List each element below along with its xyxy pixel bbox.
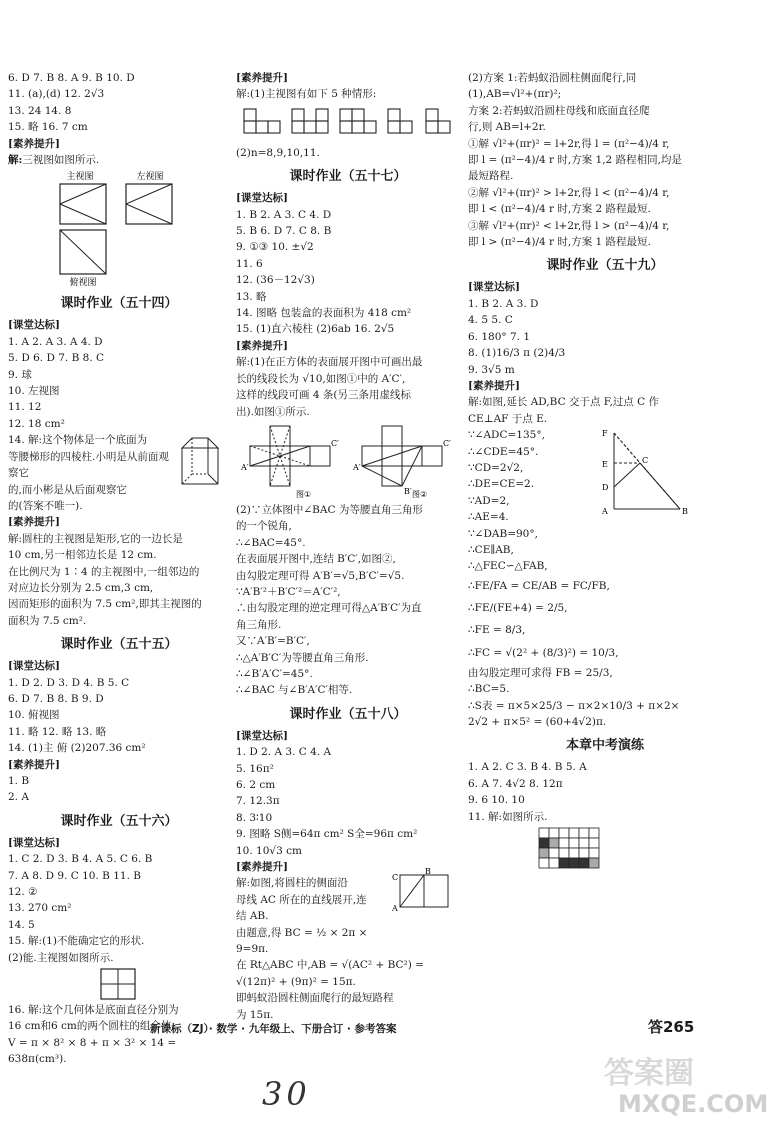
answer-line: 等腰梯形的四棱柱.小明是从前面观察它	[8, 450, 169, 480]
answer-line: 1. D 2. D 3. D 4. B 5. C	[8, 676, 130, 689]
answer-line: 的,而小彬是从后面观察它	[8, 483, 127, 496]
answer-line: 13. 270 cm²	[8, 902, 72, 915]
answer-line: 10. 左视图	[8, 385, 60, 398]
answer-line: ∴DE=CE=2.	[468, 478, 535, 491]
answer-line: 面积为 7.5 cm².	[8, 614, 87, 627]
prism-figure	[178, 434, 224, 490]
point-label: A′	[241, 462, 249, 472]
point-label: C′	[443, 438, 451, 448]
section-label: [课堂达标]	[8, 836, 60, 849]
point-label: C	[392, 873, 399, 883]
point-label: B′	[404, 486, 412, 496]
answer-line: 15. (1)直六棱柱 (2)6ab 16. 2√5	[236, 323, 395, 336]
answer-line: 1. A 2. C 3. B 4. B 5. A	[468, 761, 587, 774]
five-front-views-figure	[236, 105, 456, 143]
answer-line: 14. (1)主 俯 (2)207.36 cm²	[8, 742, 146, 755]
point-label: E	[602, 460, 608, 470]
answer-line: ∵A′B′²＋B′C′²＝A′C′²,	[236, 585, 341, 598]
answer-line: ∴△FEC∽△FAB,	[468, 560, 548, 573]
answer-line: 7. A 8. D 9. C 10. B 11. B	[8, 869, 141, 882]
answer-line: 12. ②	[8, 886, 38, 899]
answer-line: 13. 24 14. 8	[8, 104, 72, 117]
answer-line: 16 cm和6 cm的两个圆柱的组合体,	[8, 1020, 175, 1033]
answer-line: 由勾股定理可得 A′B′=√5,B′C′=√5.	[236, 569, 405, 582]
answer-line: CE⊥AF 于点 E.	[468, 412, 548, 425]
answer-line: 解:如图,将圆柱的侧面沿	[236, 877, 348, 890]
section-label: [素养提升]	[8, 516, 60, 529]
grid-shading-figure	[538, 827, 600, 877]
answer-line: 1. C 2. D 3. B 4. A 5. C 6. B	[8, 853, 153, 866]
section-label: [课堂达标]	[8, 660, 60, 673]
answer-line: ∵CD=2√2,	[468, 461, 524, 474]
top-view-label: 俯视图	[69, 278, 97, 289]
answer-line: 5. 16π²	[236, 762, 274, 775]
answer-line: ∴FC = √(2² + (8/3)²) = 10/3,	[468, 646, 619, 659]
section-title: 课时作业（五十六）	[60, 813, 178, 829]
point-label: A	[602, 507, 608, 517]
answer-line: 在比例尺为 1∶4 的主视图中,一组邻边的	[8, 565, 200, 578]
cube-net-figures	[236, 422, 460, 500]
answer-line: 1. B 2. A 3. C 4. D	[236, 208, 332, 221]
answer-line: 1. B	[8, 775, 30, 787]
answer-line: 5. B 6. D 7. C 8. B	[236, 225, 332, 238]
answer-line: 9. ①③ 10. ±√2	[236, 241, 314, 254]
answer-line: 长的线段长为 √10,如图①中的 A′C′,	[236, 372, 406, 385]
answer-line: 16. 解:这个几何体是底面直径分别为	[8, 1004, 179, 1017]
answer-line: 解:(1)主视图有如下 5 种情形:	[236, 88, 377, 101]
point-label: A′	[353, 462, 361, 472]
answer-line: 11. (a),(d) 12. 2√3	[8, 88, 105, 101]
section-label: [素养提升]	[236, 339, 288, 352]
answer-line: 即 l = (π²−4)/4 r 时,方案 1,2 路程相同,均是	[468, 154, 682, 167]
answer-line: 即 l > (π²−4)/4 r 时,方案 1 路程最短.	[468, 236, 651, 249]
answer-line: 6. A 7. 4√2 8. 12π	[468, 777, 563, 790]
answer-line: 10. 俯视图	[8, 709, 60, 722]
answer-line: (1),AB=√l²+(πr)²;	[468, 88, 562, 101]
answer-line: 9. 球	[8, 368, 32, 381]
answer-line: 2√2 + π×5² = (60+4√2)π.	[468, 716, 607, 728]
point-label: A	[392, 904, 398, 914]
answer-line: (2)n=8,9,10,11.	[236, 146, 320, 159]
answer-line: 在 Rt△ABC 中,AB = √(AC² + BC²) =	[236, 959, 424, 972]
answer-line: ∴FE/FA = CE/AB = FC/FB,	[468, 579, 610, 592]
answer-line: ∴∠BAC 与∠B′A′C′相等.	[236, 684, 353, 697]
front-view-shape	[60, 184, 106, 224]
point-label: D	[602, 483, 609, 493]
answer-line: 9. 3√5 m	[468, 363, 515, 376]
answer-line: 11. 解:如图所示.	[468, 810, 548, 823]
answer-line: (2)方案 1:若蚂蚁沿圆柱侧面爬行,同	[468, 72, 637, 84]
answer-line: (2)∵立体图中∠BAC 为等腰直角三角形	[236, 503, 423, 516]
answer-line: ②解 √l²+(πr)² > l+2r,得 l < (π²−4)/4 r,	[468, 186, 670, 199]
section-label: [素养提升]	[236, 861, 288, 874]
cylinder-unfold-figure	[390, 867, 456, 914]
answer-line: ③解 √l²+(πr)² < l+2r,得 l > (π²−4)/4 r,	[468, 219, 670, 232]
answer-line: ∵AD=2,	[468, 494, 510, 507]
answer-line: 15. 解:(1)不能确定它的形状.	[8, 935, 145, 948]
answer-line: 因而矩形的面积为 7.5 cm²,即其主视图的	[8, 598, 202, 611]
page-footer: 新课标（ZJ）· 数学 · 九年级上、下册合订 · 参考答案	[150, 1023, 397, 1035]
answer-line: ∴BC=5.	[468, 683, 510, 696]
answer-line: 6. 2 cm	[236, 779, 276, 791]
answer-line: 由题意,得 BC = ½ × 2π ×	[236, 926, 368, 939]
answer-line: 2. A	[8, 791, 29, 804]
answer-text: 三视图如图所示.	[22, 154, 100, 167]
answer-line: 14. 解:这个物体是一个底面为	[8, 434, 148, 447]
frustum-solution-block	[468, 427, 742, 525]
answer-line: 15. 略 16. 7 cm	[8, 121, 88, 134]
answer-line: 11. 12	[8, 401, 42, 414]
front-view-label: 主视图	[66, 172, 94, 183]
answer-line: 14. 图略 包装盒的表面积为 418 cm²	[236, 307, 412, 320]
jie-label: 解:	[8, 154, 23, 167]
answer-line: 9. 图略 S侧=64π cm² S全=96π cm²	[236, 828, 418, 841]
answer-line: 方案 2:若蚂蚁沿圆柱母线和底面直径爬	[468, 104, 650, 117]
triangle-figure	[594, 427, 690, 517]
answer-line: 解:(1)在正方体的表面展开图中可画出最	[236, 356, 423, 369]
question-14-block	[8, 432, 230, 514]
answer-line: 11. 6	[236, 257, 263, 270]
front-view-grid-figure	[100, 968, 136, 1000]
section-title: 课时作业（五十四）	[60, 296, 178, 312]
section-label: [课堂达标]	[236, 192, 288, 205]
answer-line: 12. (36－12√3)	[236, 274, 315, 287]
answer-line: V = π × 8² × 8 + π × 3² × 14 =	[8, 1036, 177, 1049]
answer-line: 角三角形.	[236, 618, 282, 631]
answer-line: ∴△A′B′C′为等腰直角三角形.	[236, 651, 369, 664]
answer-line: ①解 √l²+(πr)² = l+2r,得 l = (π²−4)/4 r,	[468, 137, 670, 150]
answer-line: ∴FE = 8/3,	[468, 623, 526, 636]
point-label: B	[425, 867, 431, 877]
section-label: [课堂达标]	[236, 729, 288, 742]
answer-line: 638π(cm³).	[8, 1053, 67, 1066]
answer-line: (2)能.主视图如图所示.	[8, 951, 114, 964]
answer-line: 9=9π.	[236, 943, 269, 956]
answer-line: ∴AE=4.	[468, 511, 509, 524]
figure-caption: 图②	[412, 489, 428, 499]
answer-line: ∴FE/(FE+4) = 2/5,	[468, 601, 568, 614]
answer-line: ∵∠DAB=90°,	[468, 527, 538, 540]
answer-line: 10. 10√3 cm	[236, 844, 302, 857]
answer-line: 为 15π.	[236, 1008, 274, 1021]
answer-line: 又∵A′B′=B′C′,	[236, 635, 310, 648]
left-view-label: 左视图	[136, 172, 164, 183]
column-3	[468, 70, 742, 879]
answer-line: 4. 5 5. C	[468, 314, 513, 327]
page-number: 答265	[648, 1018, 695, 1036]
answer-line: 结 AB.	[236, 910, 269, 923]
answer-line: 在表面展开图中,连结 B′C′,如图②,	[236, 553, 396, 566]
answer-line: 的一个锐角,	[236, 520, 292, 533]
section-title: 课时作业（五十八）	[289, 706, 407, 722]
section-label: [课堂达标]	[8, 319, 60, 332]
watermark-url: MXQE.COM	[618, 1090, 768, 1118]
answer-line: 14. 5	[8, 918, 35, 931]
answer-line: 母线 AC 所在的直线展开,连	[236, 893, 367, 906]
answer-line: ∴由勾股定理的逆定理可得△A′B′C′为直	[236, 602, 422, 615]
three-view-figure	[8, 170, 208, 288]
answer-line: 10 cm,另一相邻边长是 12 cm.	[8, 549, 157, 562]
answer-line: 6. 180° 7. 1	[468, 330, 531, 343]
column-1	[8, 70, 230, 1068]
answer-line: 1. B 2. A 3. D	[468, 297, 539, 310]
answer-line: 即 l < (π²−4)/4 r 时,方案 2 路程最短.	[468, 203, 651, 216]
answer-line: 行,则 AB=l+2r.	[468, 121, 546, 134]
answer-line: 7. 12.3π	[236, 795, 280, 808]
answer-line: 出).如图①所示.	[236, 405, 310, 418]
section-label: [素养提升]	[236, 72, 288, 84]
answer-line: ∴S表 = π×5×25/3 − π×2×10/3 + π×2×	[468, 699, 680, 712]
handwritten-number: 30	[262, 1075, 311, 1113]
answer-line: 1. A 2. A 3. A 4. D	[8, 335, 103, 348]
answer-line: 8. 3∶10	[236, 811, 273, 824]
answer-line: 6. D 7. B 8. A 9. B 10. D	[8, 72, 135, 84]
section-label: [素养提升]	[468, 379, 520, 392]
watermark-logo: 答案圈	[604, 1056, 694, 1091]
answer-line: 解:圆柱的主视图是矩形,它的一边长是	[8, 532, 183, 545]
answer-line: 8. (1)16/3 π (2)4/3	[468, 347, 566, 360]
section-label: [课堂达标]	[468, 281, 520, 294]
column-2	[236, 70, 460, 1023]
answer-line: 12. 18 cm²	[8, 417, 65, 430]
answer-line: 13. 略	[236, 290, 267, 303]
answer-line: 9. 6 10. 10	[468, 794, 525, 807]
point-label: C	[642, 456, 649, 466]
answer-line: √(12π)² + (9π)² = 15π.	[236, 975, 356, 988]
answer-line: 最短路程.	[468, 170, 514, 183]
answer-line: ∴CE∥AB,	[468, 543, 514, 556]
answer-line: 这样的线段可画 4 条(另三条用虚线标	[236, 389, 411, 402]
point-label: C′	[331, 438, 339, 448]
answer-line: 5. D 6. D 7. B 8. C	[8, 352, 105, 365]
left-view-shape	[126, 184, 172, 224]
section-label: [素养提升]	[8, 758, 60, 771]
answer-line: 6. D 7. B 8. B 9. D	[8, 692, 104, 705]
section-title: 课时作业（五十五）	[60, 637, 178, 653]
answer-line	[8, 152, 230, 168]
point-label: B	[682, 507, 688, 517]
section-title: 本章中考演练	[565, 738, 644, 754]
answer-line: ∵∠ADC=135°,	[468, 429, 545, 442]
answer-line: 1. D 2. A 3. C 4. A	[236, 746, 332, 759]
answer-line: ∴∠B′A′C′=45°.	[236, 667, 313, 680]
answer-line: 解:如图,延长 AD,BC 交于点 F,过点 C 作	[468, 396, 659, 409]
answer-line: ∴∠BAC=45°.	[236, 536, 306, 549]
figure-caption: 图①	[296, 489, 312, 499]
answer-line: 由勾股定理可求得 FB = 25/3,	[468, 666, 613, 679]
answer-line: 对应边长分别为 2.5 cm,3 cm,	[8, 581, 154, 594]
point-label: F	[602, 429, 608, 439]
answer-line: ∴∠CDE=45°.	[468, 445, 539, 458]
section-label: [素养提升]	[8, 137, 60, 150]
answer-line: 即蚂蚁沿圆柱侧面爬行的最短路程	[236, 992, 394, 1005]
section-title: 课时作业（五十七）	[289, 169, 407, 185]
answer-line: 的(答案不唯一).	[8, 499, 83, 512]
section-title: 课时作业（五十九）	[546, 258, 664, 274]
answer-line: 11. 略 12. 略 13. 略	[8, 725, 107, 738]
